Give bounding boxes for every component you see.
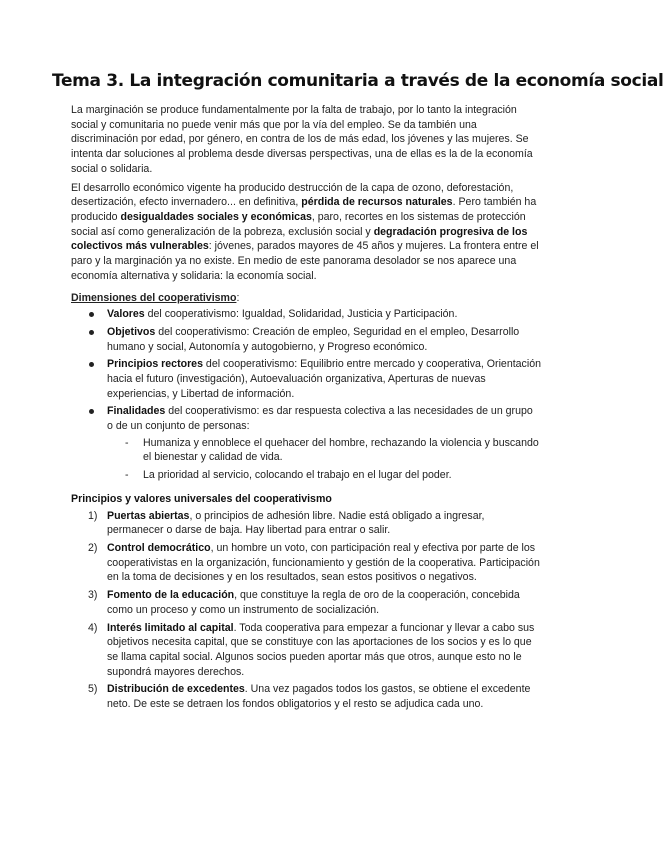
principles-heading: Principios y valores universales del cooperativismo [71, 492, 332, 505]
intro-p2-text-d: , paro, recortes en los sistemas de protección social así como generalización de la pobreza, exclusión social y [71, 210, 526, 238]
intro-paragraph-1: La marginación se produce fundamentalmente por la falta de trabajo, por lo tanto la integración social y comunitaria no puede venir más que por la vía del empleo. Se da también una discriminación por edad, por género, en contra de los de más edad, los jóvenes y las mujeres. Se intenta dar soluciones al problema desde diversas perspectivas, una de ellas es la de la economía social o solidaria. [71, 104, 533, 175]
list-item-text: . Toda cooperativa para empezar a funcionar y llevar a cabo sus objetivos necesita capital, que se constituye con las aportaciones de los socios y es lo que se llama capital social. Algunos socios pueden aportar más que otros, aunque esto no le supondrá mayores derechos. [107, 621, 535, 678]
list-item-text: del cooperativismo: es dar respuesta colectiva a las necesidades de un grupo o de un conjunto de personas: [107, 405, 533, 433]
list-item [71, 588, 541, 617]
intro-p2-bold-degradation: degradación progresiva de los colectivos más vulnerables [71, 225, 528, 253]
list-item-bold: Valores [107, 308, 145, 321]
list-item-bold: Objetivos [107, 325, 156, 338]
list-item-text: . Una vez pagados todos los gastos, se obtiene el excedente neto. De este se detraen los fondos obligatorios y el resto se adjudica cada uno. [107, 683, 531, 711]
list-item-bold: Fomento de la educación [107, 589, 235, 602]
list-item-text: , que constituye la regla de oro de la cooperación, concebida como un proceso y como un instrumento de socialización. [107, 589, 520, 616]
list-item-bold: Puertas abiertas [107, 509, 190, 522]
list-item [71, 509, 541, 538]
intro-p2-bold-resources: pérdida de recursos naturales [301, 196, 453, 209]
list-item-text: del cooperativismo: Igualdad, Solidaridad, Justicia y Participación. [144, 308, 458, 321]
dimensions-heading [71, 291, 541, 306]
list-item [71, 541, 541, 585]
list-item-text: del cooperativismo: Equilibrio entre mercado y cooperativa, Orientación hacia el futuro (investigación), Autoevaluación organizativa, Aperturas de nuevas experiencias, y Libertad de información. [107, 358, 541, 400]
intro-p2-text-e: : jóvenes, parados mayores de 45 años y mujeres. La frontera entre el paro y la marginación ya no existe. En medio de este panorama desolador se nos aparece una economía alternativa y solidaria: la economía social. [71, 240, 539, 282]
list-item-number: 2) [88, 541, 98, 554]
intro-p2-text-a: El desarrollo económico vigente ha producido destrucción de la capa de ozono, deforestación, desertización, efecto invernadero... en definitiva, [71, 181, 514, 209]
list-item-bold: Principios rectores [107, 358, 203, 371]
list-item [71, 682, 541, 711]
finalidades-sublist [107, 436, 541, 483]
sublist-item: - Humaniza y ennoblece el quehacer del hombre, rechazando la violencia y buscando el bienestar y calidad de vida. [107, 436, 541, 465]
list-item [71, 325, 541, 354]
list-item-bold: Finalidades [107, 405, 166, 418]
dimensions-heading-text: Dimensiones del cooperativismo [71, 292, 237, 305]
document-body [71, 103, 541, 715]
dimensions-heading-colon: : [236, 292, 240, 305]
intro-paragraph-2 [71, 181, 541, 284]
list-item-text: , o principios de adhesión libre. Nadie está obligado a ingresar, permanecer o darse de baja. Hay libertad para entrar o salir. [107, 509, 485, 537]
sublist-item: - La prioridad al servicio, colocando el trabajo en el lugar del poder. [107, 468, 541, 483]
list-item [71, 357, 541, 401]
list-item [71, 404, 541, 483]
list-item-bold: Control democrático [107, 541, 211, 554]
list-item-number: 5) [88, 683, 98, 696]
intro-p2-text-c: . Pero también ha producido [71, 196, 537, 223]
page-title: Tema 3. La integración comunitaria a través de la economía social [52, 71, 663, 91]
list-item-text: , un hombre un voto, con participación real y efectiva por parte de los cooperativistas en la organización, funcionamiento y gestión de la cooperativa. Participación en la toma de decisiones y en los resultados, sean estos positivos o negativos. [107, 541, 540, 584]
list-item-number: 1) [88, 509, 98, 522]
dimensions-list [71, 307, 541, 483]
list-item-text: del cooperativismo: Creación de empleo, Seguridad en el empleo, Desarrollo humano y social, Autonomía y autogobierno, y Progreso económico. [107, 325, 520, 353]
list-item [71, 307, 541, 322]
list-item [71, 621, 541, 680]
intro-p2-bold-inequality: desigualdades sociales y económicas [120, 210, 312, 223]
list-item-bold: Distribución de excedentes [107, 683, 245, 696]
list-item-number: 4) [88, 621, 98, 634]
principles-list [71, 509, 541, 712]
list-item-bold: Interés limitado al capital [107, 621, 234, 634]
list-item-number: 3) [88, 589, 98, 602]
